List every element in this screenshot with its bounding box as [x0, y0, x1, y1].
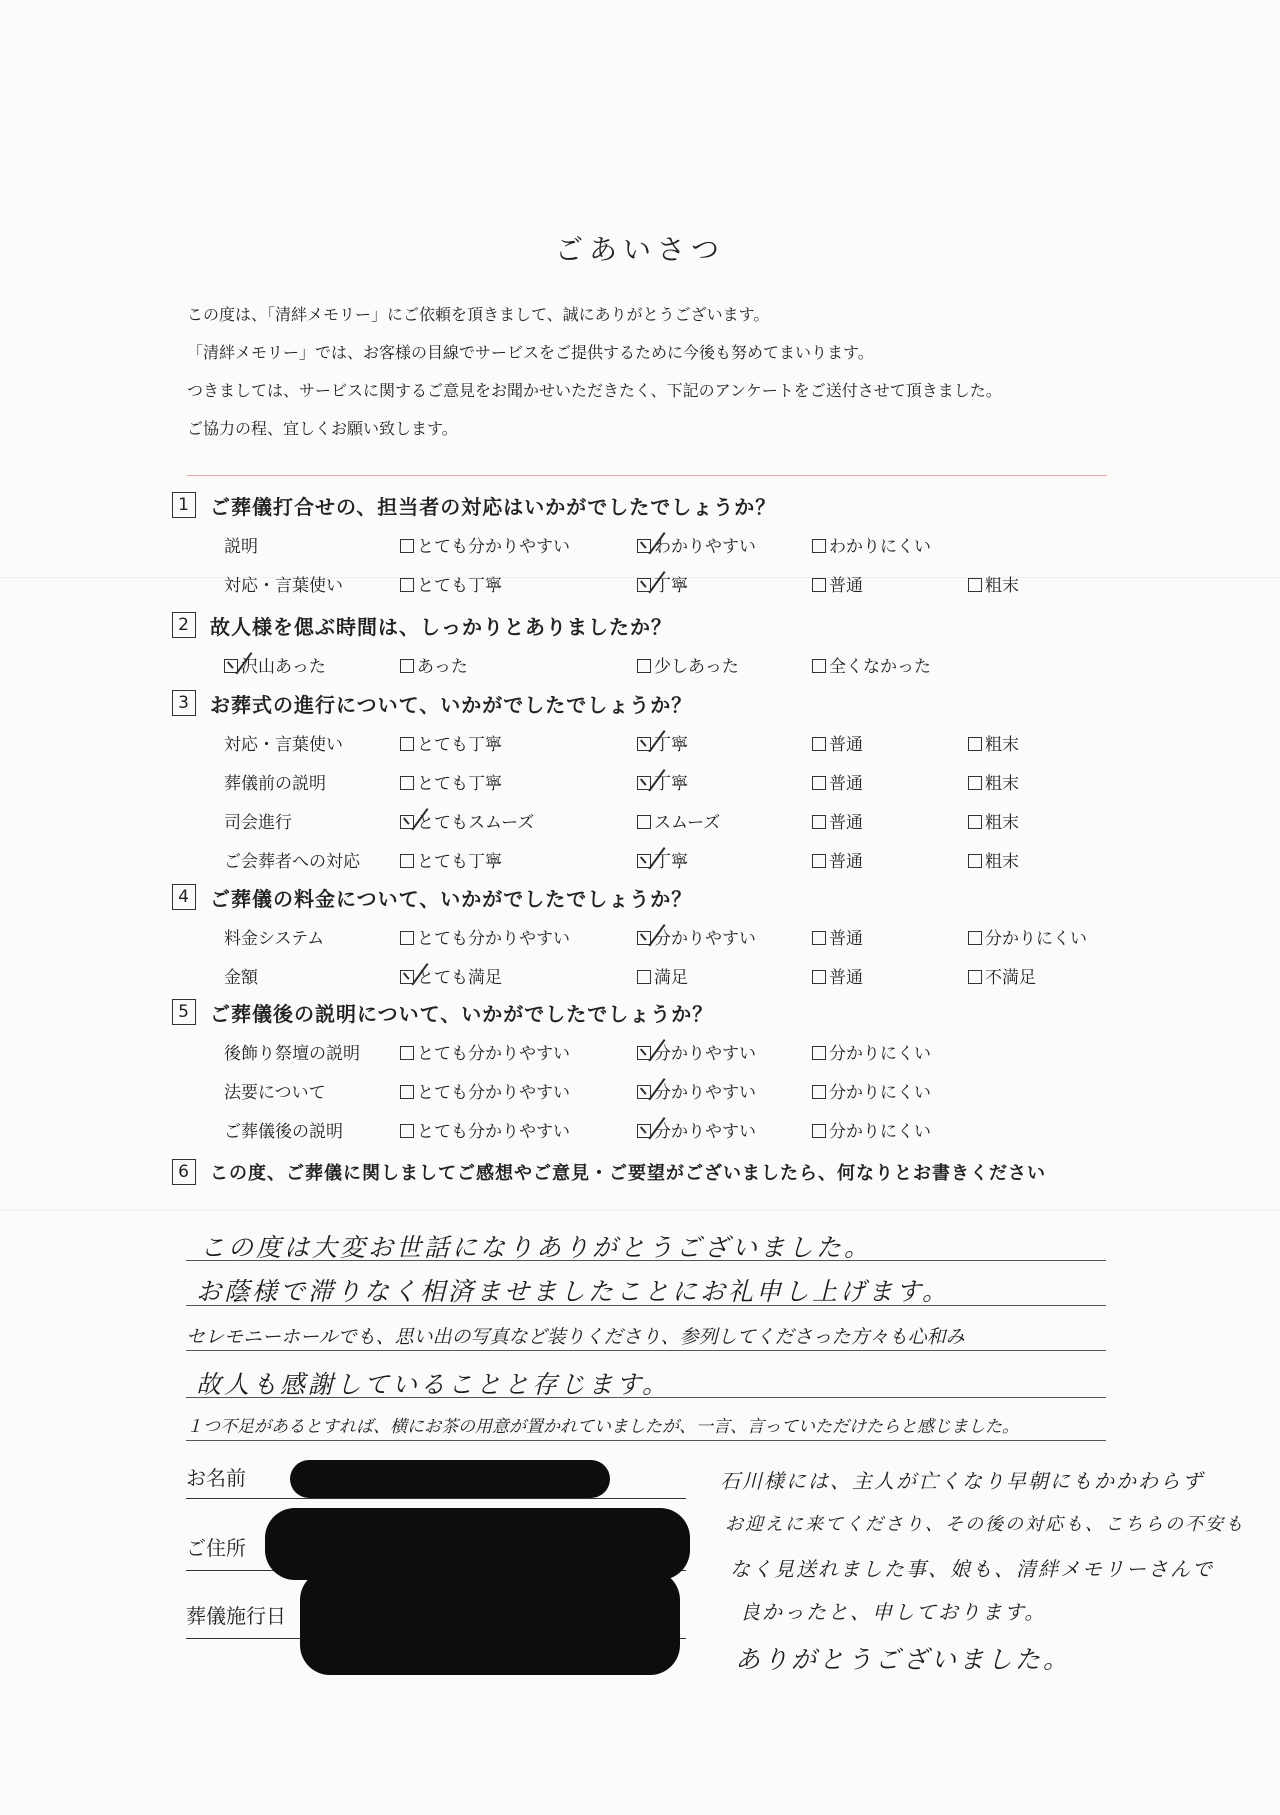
checked-checkbox-icon[interactable]	[637, 854, 651, 868]
answer-option[interactable]	[812, 924, 863, 949]
intro-line: 「清絆メモリー」では、お客様の目線でサービスをご提供するために今後も努めてまいります。	[187, 343, 874, 362]
answer-option[interactable]	[812, 963, 863, 988]
question-text: この度、ご葬儀に関しましてご感想やご意見・ご要望がございましたら、何なりとお書きください	[210, 1163, 1046, 1184]
row-label: 対応・言葉使い	[224, 735, 343, 755]
option-label: 全くなかった	[829, 657, 931, 677]
row-label: 葬儀前の説明	[224, 774, 326, 794]
option-label: 普通	[829, 929, 863, 949]
option-label: 分かりやすい	[654, 1044, 756, 1064]
option-label: 粗末	[985, 813, 1019, 833]
handwritten-side-line: ありがとうございました。	[735, 1645, 1072, 1674]
answer-row	[0, 924, 1280, 950]
option-label: 普通	[829, 774, 863, 794]
checkbox-icon[interactable]	[812, 854, 826, 868]
intro-line: この度は、「清絆メモリー」にご依頼を頂きまして、誠にありがとうございます。	[187, 305, 770, 324]
answer-row	[0, 652, 1280, 678]
fold-crease	[0, 1210, 1280, 1211]
checkbox-icon[interactable]	[812, 1046, 826, 1060]
option-label: とてもスムーズ	[417, 813, 535, 833]
answer-row	[0, 1078, 1280, 1104]
answer-option[interactable]	[637, 532, 756, 557]
answer-row	[0, 532, 1280, 558]
option-label: 粗末	[985, 576, 1019, 596]
answer-option[interactable]	[400, 808, 534, 833]
handwritten-comment-line: セレモニーホールでも、思い出の写真など装りくださり、参列してくださった方々も心和み	[186, 1326, 965, 1348]
answer-row	[0, 1039, 1280, 1065]
checkbox-icon[interactable]	[968, 776, 982, 790]
question-text: 故人様を偲ぶ時間は、しっかりとありましたか？	[210, 614, 672, 639]
answer-option[interactable]	[637, 769, 688, 794]
answer-option[interactable]	[637, 1117, 756, 1142]
row-label: 料金システム	[224, 929, 325, 949]
checkbox-icon[interactable]	[637, 659, 651, 673]
address-label: ご住所	[186, 1536, 246, 1560]
checkbox-icon[interactable]	[400, 578, 414, 592]
divider	[187, 475, 1107, 476]
option-label: 丁寧	[654, 576, 688, 596]
question-number: 5	[172, 999, 196, 1025]
option-label: 満足	[654, 968, 688, 988]
option-label: 少しあった	[654, 657, 739, 677]
answer-row	[0, 808, 1280, 834]
answer-option[interactable]	[224, 652, 326, 677]
option-label: とても分かりやすい	[417, 1044, 570, 1064]
question-number: 2	[172, 612, 196, 638]
handwritten-side-line: 良かったと、申しております。	[740, 1600, 1047, 1624]
question-number: 3	[172, 690, 196, 716]
option-label: 分かりにくい	[985, 929, 1087, 949]
handwritten-comment-line: 故人も感謝していることと存じます。	[196, 1370, 671, 1399]
answer-option[interactable]	[968, 730, 1019, 755]
answer-option[interactable]	[812, 730, 863, 755]
checkbox-icon[interactable]	[812, 539, 826, 553]
answer-option[interactable]	[968, 808, 1019, 833]
handwritten-comment-line: １つ不足があるとすれば、横にお茶の用意が置かれていましたが、一言、言っていただけたらと感じました。	[186, 1417, 1019, 1437]
question-5	[172, 997, 713, 1027]
intro-line: ご協力の程、宜しくお願い致します。	[187, 419, 458, 438]
option-label: とても分かりやすい	[417, 1083, 570, 1103]
question-number: 6	[172, 1159, 196, 1185]
question-4	[172, 882, 692, 912]
checkbox-icon[interactable]	[400, 1124, 414, 1138]
answer-option[interactable]	[400, 532, 570, 557]
checkbox-icon[interactable]	[400, 776, 414, 790]
checkbox-icon[interactable]	[968, 737, 982, 751]
answer-option[interactable]	[637, 1078, 756, 1103]
option-label: スムーズ	[654, 813, 721, 833]
row-label: 対応・言葉使い	[224, 576, 343, 596]
checkbox-icon[interactable]	[812, 659, 826, 673]
checkbox-icon[interactable]	[968, 931, 982, 945]
answer-option[interactable]	[968, 571, 1019, 596]
checkbox-icon[interactable]	[968, 815, 982, 829]
checked-checkbox-icon[interactable]	[224, 659, 238, 673]
date-label: 葬儀施行日	[186, 1604, 286, 1628]
checkbox-icon[interactable]	[968, 854, 982, 868]
answer-option[interactable]	[637, 847, 688, 872]
answer-row	[0, 730, 1280, 756]
checkbox-icon[interactable]	[812, 1124, 826, 1138]
redacted-date	[300, 1570, 680, 1675]
name-label: お名前	[186, 1466, 246, 1490]
row-label: 司会進行	[224, 813, 292, 833]
checkbox-icon[interactable]	[812, 737, 826, 751]
answer-row	[0, 847, 1280, 873]
question-1	[172, 490, 776, 520]
checkbox-icon[interactable]	[400, 1085, 414, 1099]
checkbox-icon[interactable]	[637, 970, 651, 984]
option-label: 丁寧	[654, 852, 688, 872]
answer-option[interactable]	[637, 924, 756, 949]
checkbox-icon[interactable]	[400, 539, 414, 553]
question-text: ご葬儀後の説明について、いかがでしたでしょうか？	[210, 1001, 714, 1026]
checkbox-icon[interactable]	[400, 931, 414, 945]
writing-line	[186, 1350, 1106, 1351]
checkbox-icon[interactable]	[812, 578, 826, 592]
answer-option[interactable]	[968, 847, 1019, 872]
checked-checkbox-icon[interactable]	[400, 815, 414, 829]
answer-option[interactable]	[400, 847, 502, 872]
option-label: 分かりにくい	[829, 1122, 931, 1142]
option-label: 丁寧	[654, 774, 688, 794]
question-6	[172, 1157, 1046, 1187]
question-number: 4	[172, 884, 196, 910]
answer-option[interactable]	[400, 571, 502, 596]
option-label: とても分かりやすい	[417, 929, 570, 949]
checkbox-icon[interactable]	[400, 659, 414, 673]
option-label: 普通	[829, 968, 863, 988]
handwritten-side-line: なく見送れました事、娘も、清絆メモリーさんで	[730, 1557, 1214, 1581]
option-label: 分かりにくい	[829, 1044, 931, 1064]
option-label: わかりやすい	[654, 537, 756, 557]
answer-option[interactable]	[400, 1039, 570, 1064]
answer-row	[0, 769, 1280, 795]
writing-line	[186, 1440, 1106, 1441]
option-label: 普通	[829, 735, 863, 755]
answer-option[interactable]	[400, 963, 502, 988]
checked-checkbox-icon[interactable]	[637, 931, 651, 945]
answer-option[interactable]	[812, 532, 931, 557]
option-label: とても満足	[417, 968, 502, 988]
checkbox-icon[interactable]	[812, 1085, 826, 1099]
answer-option[interactable]	[812, 571, 863, 596]
answer-option[interactable]	[812, 847, 863, 872]
option-label: とても丁寧	[417, 852, 502, 872]
answer-row	[0, 1117, 1280, 1143]
answer-option[interactable]	[637, 730, 688, 755]
answer-option[interactable]	[400, 1078, 570, 1103]
row-label: 法要について	[224, 1083, 326, 1103]
row-label: 金額	[224, 968, 258, 988]
question-3	[172, 688, 692, 718]
page-title: ごあいさつ	[554, 233, 725, 266]
checkbox-icon[interactable]	[812, 776, 826, 790]
checked-checkbox-icon[interactable]	[637, 1085, 651, 1099]
answer-option[interactable]	[812, 808, 863, 833]
intro-text	[187, 296, 1002, 448]
checked-checkbox-icon[interactable]	[637, 1124, 651, 1138]
option-label: とても丁寧	[417, 735, 502, 755]
row-label: 後飾り祭壇の説明	[224, 1044, 360, 1064]
question-number: 1	[172, 492, 196, 518]
checkbox-icon[interactable]	[637, 815, 651, 829]
option-label: 不満足	[985, 968, 1036, 988]
option-label: 分かりにくい	[829, 1083, 931, 1103]
row-label: 説明	[224, 537, 258, 557]
option-label: 分かりやすい	[654, 1083, 756, 1103]
option-label: とても分かりやすい	[417, 537, 570, 557]
option-label: 粗末	[985, 852, 1019, 872]
option-label: 沢山あった	[241, 657, 326, 677]
question-text: お葬式の進行について、いかがでしたでしょうか？	[210, 692, 693, 717]
intro-line: つきましては、サービスに関するご意見をお聞かせいただきたく、下記のアンケートをご送付させて頂きました。	[187, 381, 1002, 400]
option-label: 分かりやすい	[654, 929, 756, 949]
answer-option[interactable]	[812, 1117, 931, 1142]
answer-option[interactable]	[812, 1078, 931, 1103]
answer-option[interactable]	[637, 652, 739, 677]
checked-checkbox-icon[interactable]	[400, 970, 414, 984]
answer-option[interactable]	[400, 769, 502, 794]
answer-row	[0, 963, 1280, 989]
answer-option[interactable]	[400, 652, 468, 677]
handwritten-side-line: 石川様には、主人が亡くなり早朝にもかかわらず	[720, 1469, 1204, 1493]
row-label: ご葬儀後の説明	[224, 1122, 343, 1142]
option-label: わかりにくい	[829, 537, 931, 557]
checked-checkbox-icon[interactable]	[637, 1046, 651, 1060]
option-label: 丁寧	[654, 735, 688, 755]
question-text: ご葬儀の料金について、いかがでしたでしょうか？	[210, 886, 693, 911]
option-label: 分かりやすい	[654, 1122, 756, 1142]
checked-checkbox-icon[interactable]	[637, 578, 651, 592]
answer-row	[0, 571, 1280, 597]
answer-option[interactable]	[400, 730, 502, 755]
checkbox-icon[interactable]	[400, 1046, 414, 1060]
option-label: とても丁寧	[417, 774, 502, 794]
handwritten-comment-line: この度は大変お世話になりありがとうございました。	[200, 1233, 873, 1262]
option-label: 普通	[829, 813, 863, 833]
answer-option[interactable]	[400, 924, 570, 949]
answer-option[interactable]	[637, 963, 688, 988]
option-label: とても丁寧	[417, 576, 502, 596]
checkbox-icon[interactable]	[812, 970, 826, 984]
checkbox-icon[interactable]	[812, 815, 826, 829]
option-label: あった	[417, 657, 468, 677]
option-label: 普通	[829, 576, 863, 596]
redacted-name	[290, 1460, 610, 1498]
answer-option[interactable]	[637, 808, 720, 833]
answer-option[interactable]	[968, 769, 1019, 794]
answer-option[interactable]	[400, 1117, 570, 1142]
checkbox-icon[interactable]	[968, 578, 982, 592]
checkbox-icon[interactable]	[400, 737, 414, 751]
answer-option[interactable]	[968, 924, 1087, 949]
question-2	[172, 610, 672, 640]
answer-option[interactable]	[637, 571, 688, 596]
handwritten-comment-line: お蔭様で滞りなく相済ませましたことにお礼申し上げます。	[196, 1277, 951, 1306]
checkbox-icon[interactable]	[812, 931, 826, 945]
answer-option[interactable]	[968, 963, 1036, 988]
checkbox-icon[interactable]	[968, 970, 982, 984]
question-text: ご葬儀打合せの、担当者の対応はいかがでしたでしょうか？	[210, 494, 777, 519]
checked-checkbox-icon[interactable]	[637, 539, 651, 553]
checked-checkbox-icon[interactable]	[637, 776, 651, 790]
option-label: 普通	[829, 852, 863, 872]
option-label: 粗末	[985, 774, 1019, 794]
checkbox-icon[interactable]	[400, 854, 414, 868]
row-label: ご会葬者への対応	[224, 852, 360, 872]
answer-option[interactable]	[812, 769, 863, 794]
answer-option[interactable]	[812, 1039, 931, 1064]
answer-option[interactable]	[812, 652, 931, 677]
handwritten-side-line: お迎えに来てくださり、その後の対応も、こちらの不安も	[725, 1514, 1245, 1535]
option-label: とても分かりやすい	[417, 1122, 570, 1142]
name-line	[186, 1498, 686, 1499]
answer-option[interactable]	[637, 1039, 756, 1064]
checked-checkbox-icon[interactable]	[637, 737, 651, 751]
option-label: 粗末	[985, 735, 1019, 755]
